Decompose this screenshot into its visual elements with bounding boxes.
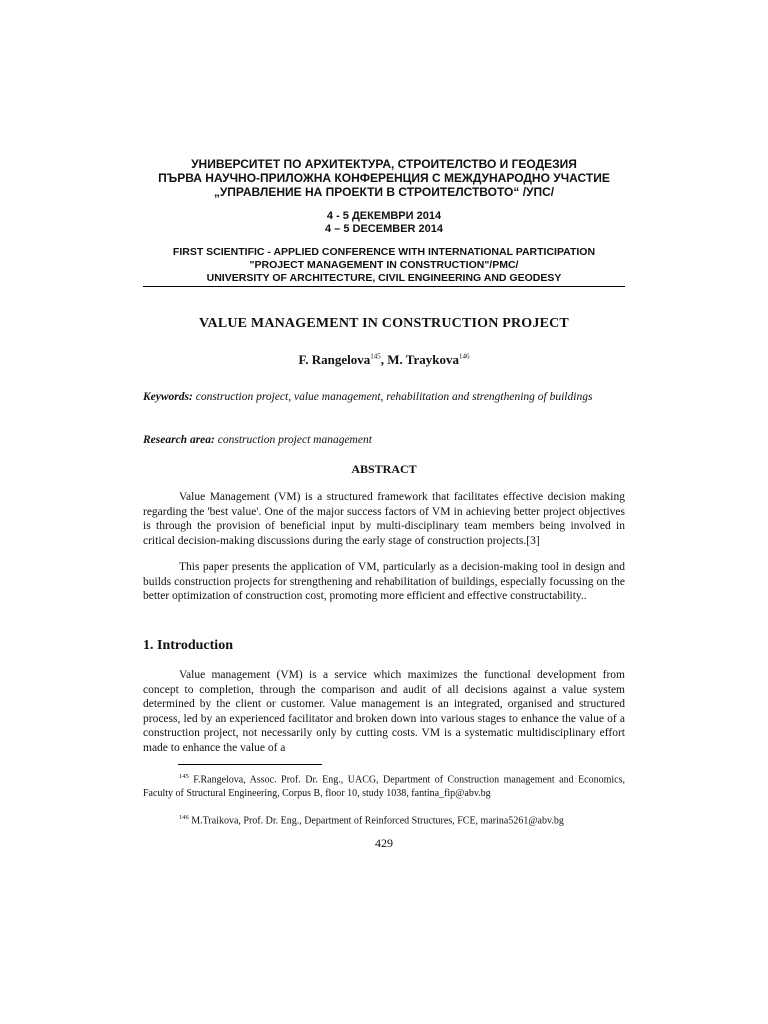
footnote-146-text: M.Traikova, Prof. Dr. Eng., Department of Reinforced Structures, FCE, marina5261@abv.bg	[188, 815, 564, 827]
footnote-146-mark: 146	[179, 814, 189, 821]
research-area-label: Research area:	[143, 434, 215, 446]
header-bg-line-2: ПЪРВА НАУЧНО-ПРИЛОЖНА КОНФЕРЕНЦИЯ С МЕЖДУНАРОДНО УЧАСТИЕ	[158, 171, 610, 185]
keywords-label: Keywords:	[143, 391, 193, 403]
author-1: F. Rangelova	[298, 352, 371, 367]
introduction-paragraph-text: Value management (VM) is a service which maximizes the functional development from concept to completion, through the comparison and audit of all decisions against a value system determined by the client or customer. Value management is an integrated, organised and structured process, led by an experienced facilitator and broken down into various stages to enhance the value of a construction project, not necessarily only by cutting costs. VM is a systematic multidisciplinary effort made to enhance the value of a	[143, 669, 625, 754]
header-en-line-1: FIRST SCIENTIFIC - APPLIED CONFERENCE WITH INTERNATIONAL PARTICIPATION	[172, 246, 596, 258]
footnote-divider	[178, 764, 322, 765]
abstract-paragraph-1-text: Value Management (VM) is a structured framework that facilitates effective decision making regarding the 'best value'. One of the major success factors of VM in achieving better project objectives is through the provision of beneficial input by multi-disciplinary team members being involved in critical decision-making discussions during the early stage of construction projects.[3]	[143, 491, 625, 547]
conference-header-bulgarian	[143, 157, 625, 199]
keywords	[143, 390, 625, 404]
introduction-paragraph	[143, 668, 625, 756]
page-number: 429	[375, 836, 393, 850]
abstract-heading: ABSTRACT	[351, 462, 417, 476]
footnote-145	[143, 770, 625, 801]
header-bg-line-1: УНИВЕРСИТЕТ ПО АРХИТЕКТУРА, СТРОИТЕЛСТВО И ГЕОДЕЗИЯ	[191, 157, 577, 171]
author-line	[143, 352, 625, 368]
abstract-paragraph-1	[143, 490, 625, 548]
abstract-paragraph-2-text: This paper presents the application of VM, particularly as a decision-making tool in design and builds construction projects for strengthening and rehabilitation of buildings, especially focussing on the better optimization of construction cost, promoting more efficient and effective constructability..	[143, 561, 625, 603]
abstract-paragraph-2	[143, 560, 625, 604]
footnote-145-text: F.Rangelova, Assoc. Prof. Dr. Eng., UACG, Department of Construction management and Economics, Faculty of Structural Engineering, Corpus B, floor 10, study 1038, fantina_fip@abv.bg	[143, 774, 625, 799]
conference-header-english	[143, 246, 625, 285]
author-separator: ,	[380, 352, 388, 367]
date-english: 4 – 5 DECEMBER 2014	[325, 223, 443, 235]
research-area-text: construction project management	[214, 434, 372, 446]
section-heading-introduction: 1. Introduction	[143, 638, 233, 653]
footnote-145-mark: 145	[179, 773, 189, 780]
header-divider	[143, 286, 625, 287]
paper-title: VALUE MANAGEMENT IN CONSTRUCTION PROJECT	[199, 316, 569, 331]
author-1-footnote-mark: 145	[370, 352, 381, 361]
header-bg-line-3: „УПРАВЛЕНИЕ НА ПРОЕКТИ В СТРОИТЕЛСТВОТО“ /УПС/	[213, 185, 555, 199]
footnote-146	[143, 811, 625, 828]
conference-dates	[143, 210, 625, 236]
keywords-text: construction project, value management, rehabilitation and strengthening of buildings	[192, 391, 593, 403]
author-2: M. Traykova	[387, 352, 459, 367]
header-en-line-2: "PROJECT MANAGEMENT IN CONSTRUCTION"/PMC/	[249, 259, 519, 271]
date-bulgarian: 4 - 5 ДЕКЕМВРИ 2014	[326, 210, 442, 222]
author-2-footnote-mark: 146	[459, 352, 470, 361]
research-area	[143, 433, 625, 447]
header-en-line-3: UNIVERSITY OF ARCHITECTURE, CIVIL ENGINEERING AND GEODESY	[206, 272, 562, 284]
